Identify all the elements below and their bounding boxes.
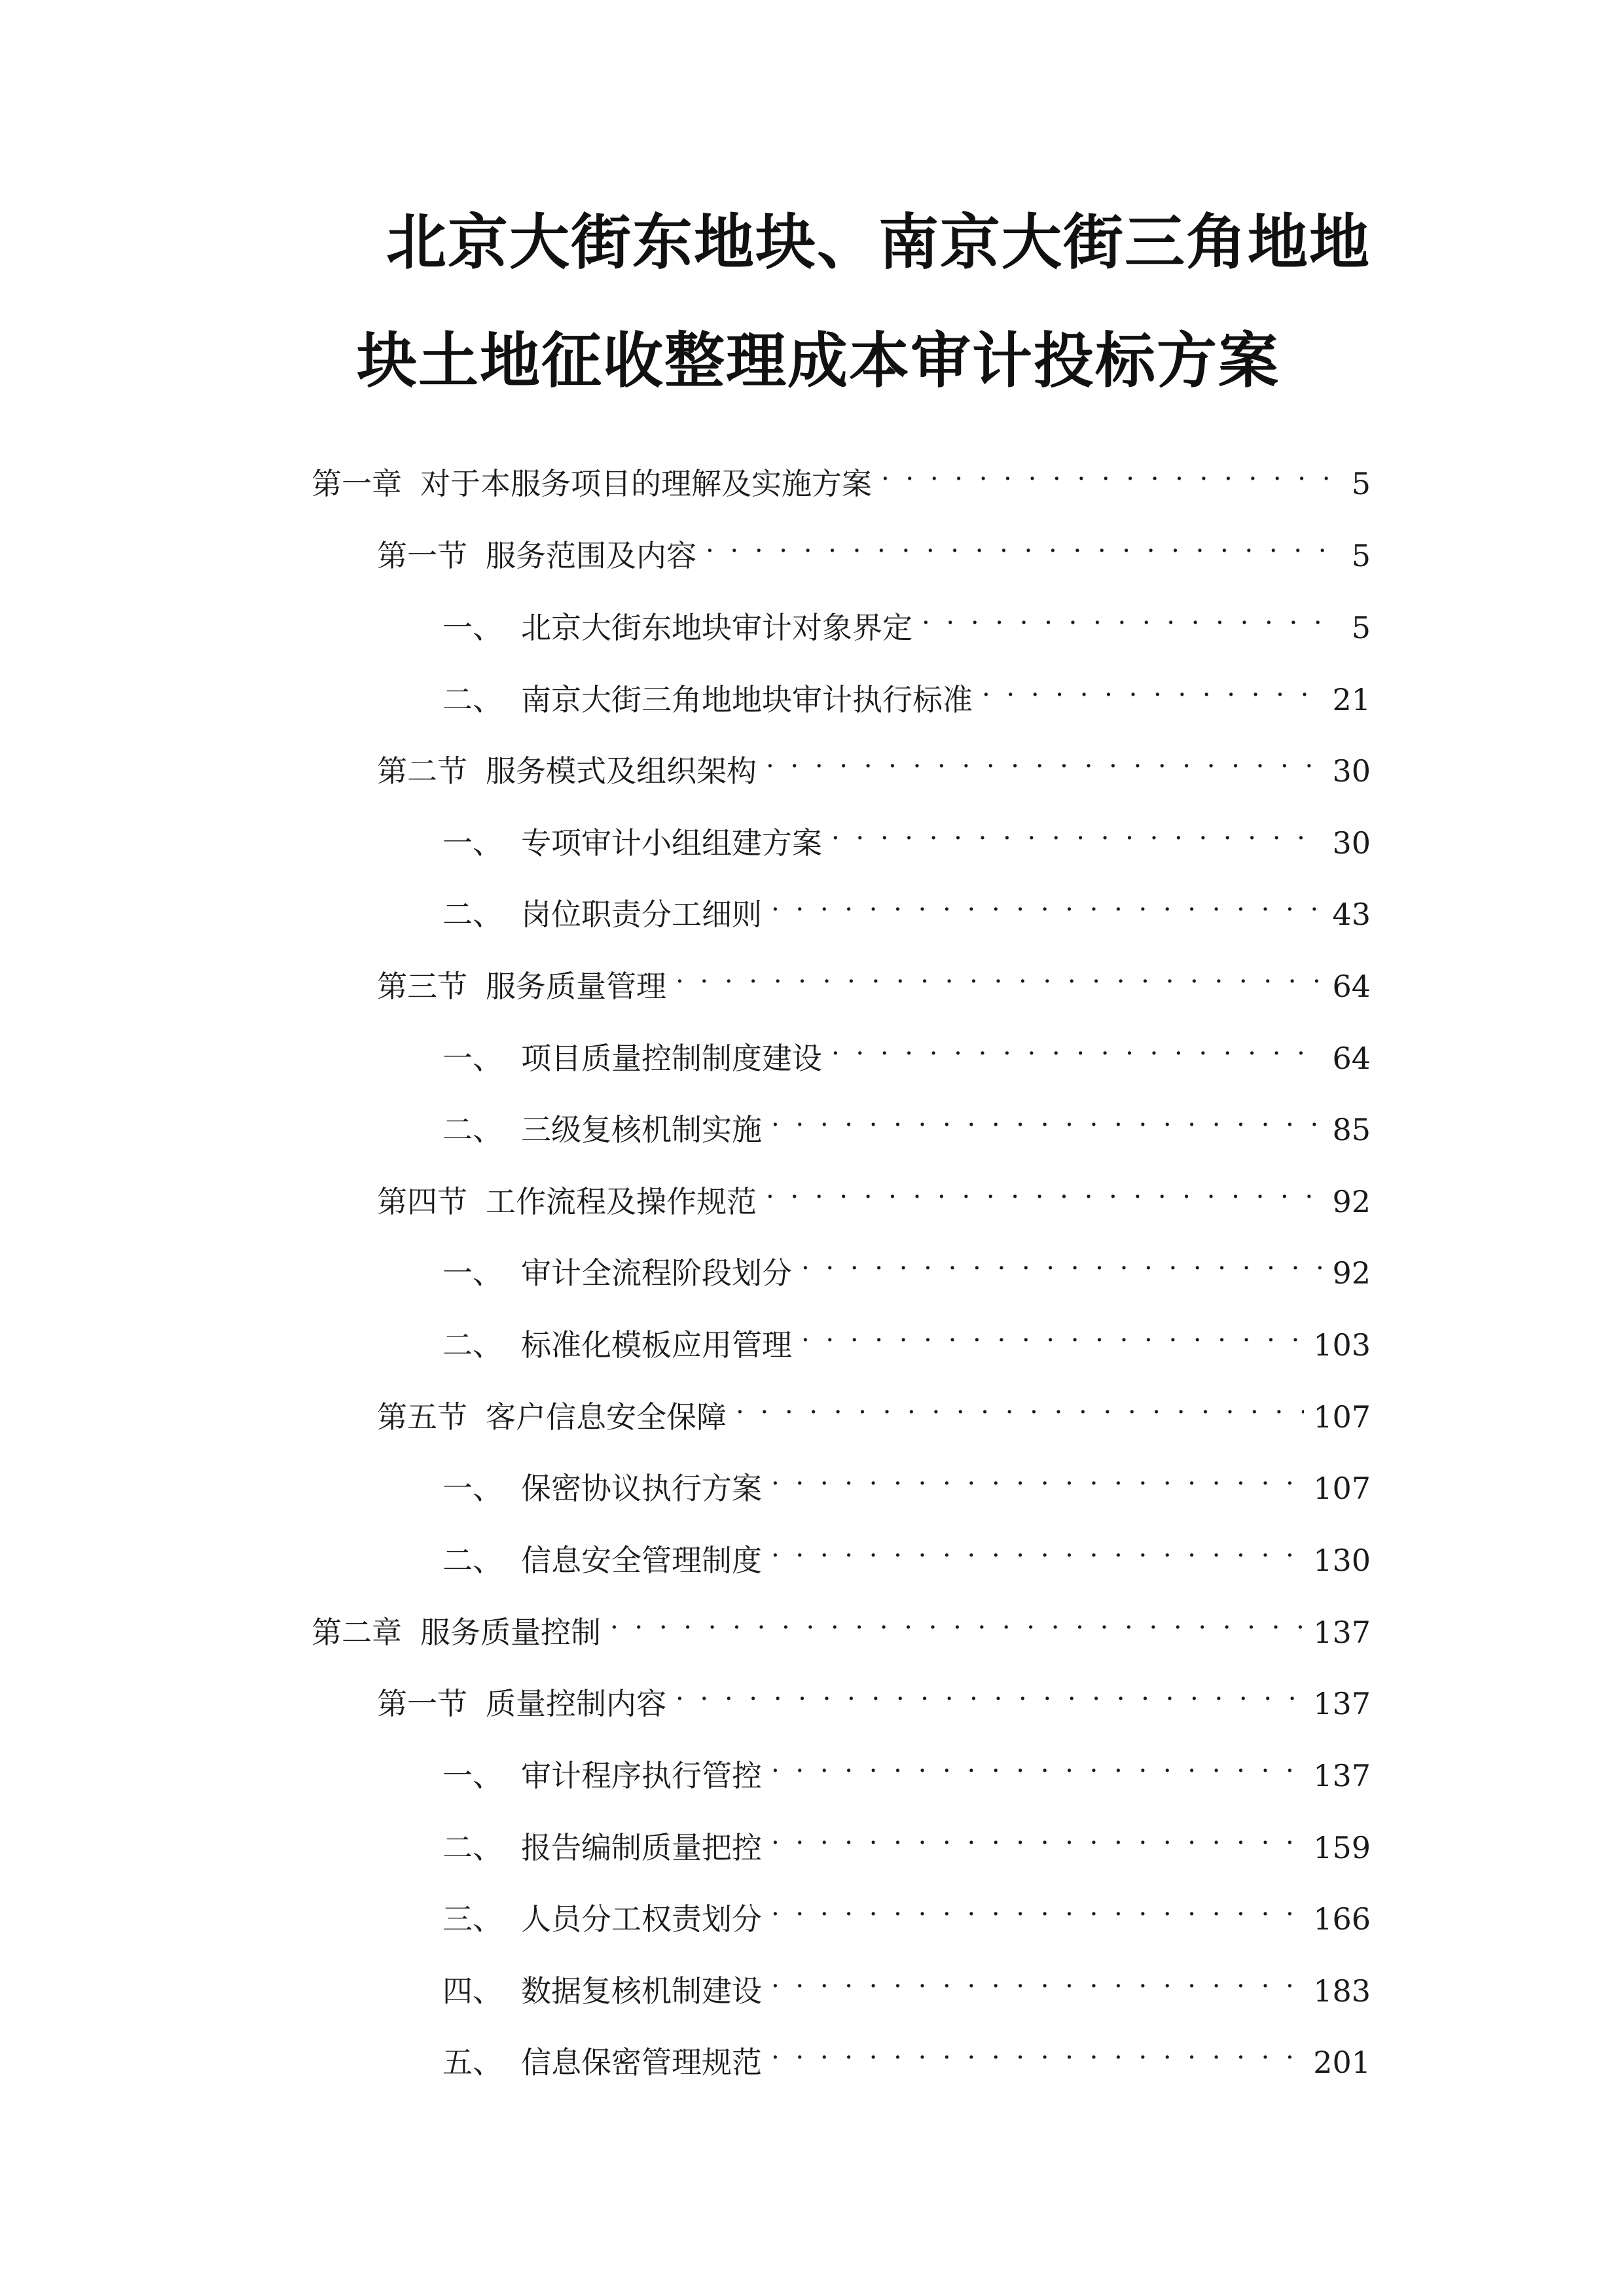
toc-entry-item[interactable] <box>442 879 1371 932</box>
toc-entry-page: 92 <box>1332 1255 1371 1291</box>
toc-entry-prefix: 一、 <box>442 825 503 861</box>
toc-entry-prefix: 三、 <box>442 1901 503 1937</box>
toc-dot-leader <box>771 1812 1304 1858</box>
toc-entry-prefix: 第四节 <box>377 1184 467 1219</box>
toc-entry-title: 服务质量管理 <box>486 969 666 1004</box>
toc-entry-section[interactable] <box>377 1668 1371 1721</box>
toc-entry-chapter[interactable] <box>312 448 1371 501</box>
toc-dot-leader <box>736 1382 1304 1427</box>
toc-entry-page: 107 <box>1313 1399 1371 1435</box>
toc-entry-prefix: 第一节 <box>377 1686 467 1721</box>
toc-entry-item[interactable] <box>442 2027 1371 2080</box>
toc-dot-leader <box>831 1023 1323 1069</box>
toc-entry-title: 北京大街东地块审计对象界定 <box>521 610 912 645</box>
toc-entry-item[interactable] <box>442 1453 1371 1506</box>
toc-entry-page: 137 <box>1313 1615 1371 1650</box>
toc-entry-prefix: 第一节 <box>377 538 467 573</box>
toc-dot-leader <box>881 448 1335 494</box>
toc-entry-prefix: 二、 <box>442 1112 503 1147</box>
toc-entry-title: 服务质量控制 <box>420 1615 601 1650</box>
toc-dot-leader <box>771 1740 1304 1786</box>
toc-dot-leader <box>771 1094 1323 1140</box>
toc-entry-page: 64 <box>1332 1041 1371 1076</box>
toc-dot-leader <box>801 1238 1323 1283</box>
toc-entry-prefix: 一、 <box>442 1041 503 1076</box>
toc-entry-prefix: 第三节 <box>377 969 467 1004</box>
toc-dot-leader <box>771 2027 1304 2073</box>
toc-dot-leader <box>771 1956 1304 2001</box>
toc-entry-title: 人员分工权责划分 <box>521 1901 762 1937</box>
document-title-line-2: 块土地征收整理成本审计投标方案 <box>357 326 1280 396</box>
toc-entry-item[interactable] <box>442 1956 1371 2009</box>
toc-entry-title: 客户信息安全保障 <box>486 1399 727 1435</box>
toc-entry-item[interactable] <box>442 1812 1371 1865</box>
toc-entry-chapter[interactable] <box>312 1597 1371 1650</box>
toc-entry-title: 服务模式及组织架构 <box>486 753 757 789</box>
toc-entry-title: 质量控制内容 <box>486 1686 666 1721</box>
toc-entry-page: 103 <box>1313 1327 1371 1363</box>
toc-entry-title: 南京大街三角地地块审计执行标准 <box>521 682 973 717</box>
toc-entry-prefix: 一、 <box>442 1471 503 1506</box>
toc-entry-section[interactable] <box>377 736 1371 789</box>
toc-entry-title: 报告编制质量把控 <box>521 1830 762 1865</box>
toc-entry-page: 130 <box>1313 1543 1371 1578</box>
toc-entry-item[interactable] <box>442 1525 1371 1578</box>
toc-entry-page: 201 <box>1313 2045 1371 2080</box>
toc-entry-item[interactable] <box>442 1094 1371 1147</box>
toc-entry-section[interactable] <box>377 1166 1371 1219</box>
toc-entry-title: 三级复核机制实施 <box>521 1112 762 1147</box>
toc-entry-page: 64 <box>1332 969 1371 1004</box>
toc-entry-title: 保密协议执行方案 <box>521 1471 762 1506</box>
toc-entry-page: 5 <box>1351 610 1371 645</box>
toc-dot-leader <box>706 520 1335 566</box>
toc-entry-item[interactable] <box>442 592 1371 645</box>
toc-entry-prefix: 四、 <box>442 1973 503 2009</box>
toc-entry-item[interactable] <box>442 808 1371 861</box>
toc-entry-section[interactable] <box>377 520 1371 573</box>
toc-entry-title: 信息安全管理制度 <box>521 1543 762 1578</box>
document-title-line-1: 北京大街东地块、南京大街三角地地 <box>386 207 1371 278</box>
toc-entry-title: 审计全流程阶段划分 <box>521 1255 792 1291</box>
toc-entry-title: 信息保密管理规范 <box>521 2045 762 2080</box>
toc-entry-page: 159 <box>1313 1830 1371 1865</box>
toc-dot-leader <box>982 664 1323 710</box>
toc-entry-title: 标准化模板应用管理 <box>521 1327 792 1363</box>
toc-entry-title: 服务范围及内容 <box>486 538 696 573</box>
toc-entry-title: 审计程序执行管控 <box>521 1758 762 1793</box>
toc-entry-page: 166 <box>1313 1901 1371 1937</box>
toc-entry-prefix: 第一章 <box>312 466 402 501</box>
toc-entry-prefix: 第二节 <box>377 753 467 789</box>
toc-entry-page: 30 <box>1332 753 1371 789</box>
toc-dot-leader <box>766 1166 1323 1212</box>
toc-entry-section[interactable] <box>377 1382 1371 1435</box>
toc-entry-title: 专项审计小组组建方案 <box>521 825 822 861</box>
toc-entry-page: 183 <box>1313 1973 1371 2009</box>
toc-entry-item[interactable] <box>442 1884 1371 1937</box>
toc-entry-prefix: 二、 <box>442 1327 503 1363</box>
toc-entry-page: 43 <box>1332 897 1371 932</box>
toc-entry-prefix: 一、 <box>442 610 503 645</box>
toc-dot-leader <box>676 1668 1304 1714</box>
toc-entry-prefix: 二、 <box>442 682 503 717</box>
toc-dot-leader <box>922 592 1335 638</box>
toc-entry-title: 岗位职责分工细则 <box>521 897 762 932</box>
toc-entry-title: 对于本服务项目的理解及实施方案 <box>420 466 872 501</box>
toc-entry-item[interactable] <box>442 664 1371 717</box>
toc-dot-leader <box>610 1597 1304 1643</box>
toc-entry-page: 85 <box>1332 1112 1371 1147</box>
toc-entry-title: 项目质量控制制度建设 <box>521 1041 822 1076</box>
toc-entry-page: 30 <box>1332 825 1371 861</box>
toc-entry-prefix: 第二章 <box>312 1615 402 1650</box>
toc-entry-section[interactable] <box>377 951 1371 1004</box>
toc-dot-leader <box>771 879 1323 925</box>
toc-entry-prefix: 五、 <box>442 2045 503 2080</box>
toc-entry-page: 137 <box>1313 1686 1371 1721</box>
toc-dot-leader <box>771 1525 1304 1571</box>
toc-entry-item[interactable] <box>442 1740 1371 1793</box>
toc-entry-page: 21 <box>1332 682 1371 717</box>
toc-entry-title: 工作流程及操作规范 <box>486 1184 757 1219</box>
toc-entry-prefix: 二、 <box>442 1830 503 1865</box>
toc-dot-leader <box>771 1453 1304 1499</box>
toc-dot-leader <box>771 1884 1304 1929</box>
toc-entry-item[interactable] <box>442 1310 1371 1363</box>
toc-dot-leader <box>801 1310 1304 1355</box>
toc-entry-title: 数据复核机制建设 <box>521 1973 762 2009</box>
toc-dot-leader <box>766 736 1323 781</box>
toc-entry-prefix: 二、 <box>442 1543 503 1578</box>
toc-entry-page: 5 <box>1351 466 1371 501</box>
toc-entry-prefix: 二、 <box>442 897 503 932</box>
toc-entry-prefix: 第五节 <box>377 1399 467 1435</box>
toc-dot-leader <box>676 951 1323 997</box>
toc-entry-prefix: 一、 <box>442 1758 503 1793</box>
toc-dot-leader <box>831 808 1323 853</box>
toc-entry-prefix: 一、 <box>442 1255 503 1291</box>
toc-entry-page: 92 <box>1332 1184 1371 1219</box>
toc-entry-page: 5 <box>1351 538 1371 573</box>
toc-entry-item[interactable] <box>442 1238 1371 1291</box>
toc-entry-page: 137 <box>1313 1758 1371 1793</box>
toc-entry-page: 107 <box>1313 1471 1371 1506</box>
toc-entry-item[interactable] <box>442 1023 1371 1076</box>
